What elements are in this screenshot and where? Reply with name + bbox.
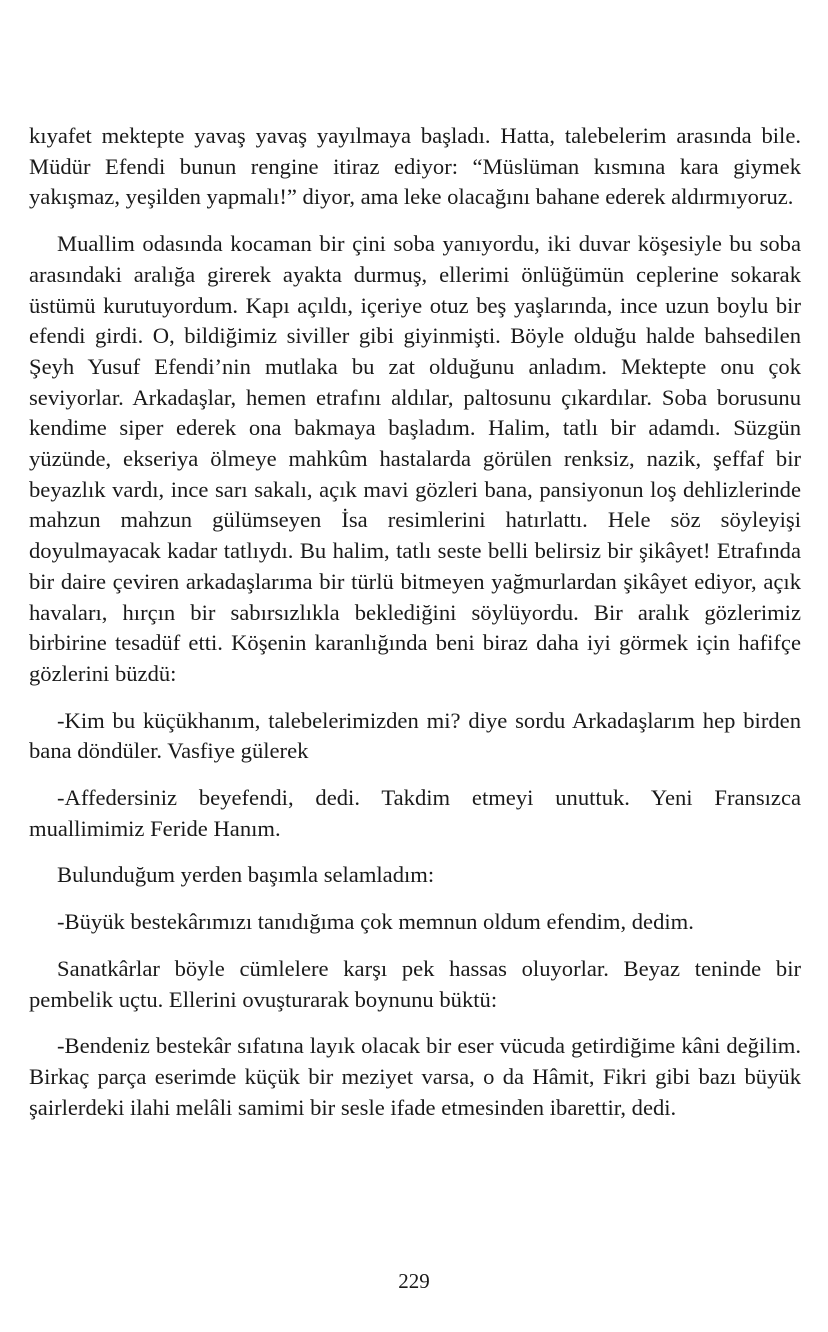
paragraph: -Büyük bestekârımızı tanıdığıma çok memnun oldum efendim, dedim. bbox=[57, 909, 694, 935]
paragraph: Sanatkârlar böyle cümlelere karşı pek hassas oluyorlar. Beyaz teninde bir pembelik uçtu. Ellerini ovuşturarak boynunu büktü: bbox=[29, 955, 801, 1012]
paragraph: kıyafet mektepte yavaş yavaş yayılmaya başladı. Hatta, talebelerim arasında bile. Müdür Efendi bunun rengine itiraz ediyor: “Müslüman kısmına kara giymek yakışmaz, yeşilden yapmalı!” diyor, ama leke olacağını bahane ederek aldırmıyoruz. bbox=[29, 123, 801, 210]
paragraph: -Bendeniz bestekâr sıfatına layık olacak bir eser vücuda getirdiğime kâni değilim. Birkaç parça eserimde küçük bir meziyet varsa, o da Hâmit, Fikri gibi bazı büyük şairlerdeki ilahi melâli samimi bir sesle ifade etmesinden ibarettir, dedi. bbox=[29, 1033, 801, 1120]
paragraph: Muallim odasında kocaman bir çini soba yanıyordu, iki duvar köşesiyle bu soba arasındaki aralığa girerek ayakta durmuş, ellerimi önlüğümün ceplerine sokarak üstümü kurutuyordum. Kapı açıldı, içeriye otuz beş yaşlarında, ince uzun boylu bir efendi girdi. O, bildiğimiz siviller gibi giyinmişti. Böyle olduğu halde bahsedilen Şeyh Yusuf Efendi’nin mutlaka bu zat olduğunu anladım. Mektepte onu çok seviyorlar. Arkadaşlar, hemen etrafını aldılar, paltosunu çıkardılar. Soba borusunu kendime siper ederek ona bakmaya başladım. Halim, tatlı bir adamdı. Süzgün yüzünde, ekseriya ölmeye mahkûm hastalarda görülen renksiz, nazik, şeffaf bir beyazlık vardı, ince sarı sakalı, açık mavi gözleri bana, pansiyonun loş dehlizlerinde mahzun mahzun gülümseyen İsa resimlerini hatırlattı. Hele söz söyleyişi doyulmayacak kadar tatlıydı. Bu halim, tatlı seste belli belirsiz bir şikâyet! Etrafında bir daire çeviren arkadaşlarıma bir türlü bitmeyen yağmurlardan şikâyet ediyor, açık havaları, hırçın bir sabırsızlıkla beklediğini söylüyordu. Bir aralık gözlerimiz birbirine tesadüf etti. Köşenin karanlığında beni biraz daha iyi görmek için hafifçe gözlerini büzdü: bbox=[29, 231, 801, 686]
page-number: 229 bbox=[398, 1269, 430, 1293]
paragraph: Bulunduğum yerden başımla selamladım: bbox=[57, 862, 435, 888]
page-body bbox=[29, 121, 801, 1139]
paragraph: -Kim bu küçükhanım, talebelerimizden mi? diye sordu Arkadaşlarım hep birden bana döndüler. Vasfiye gülerek bbox=[29, 707, 801, 764]
paragraph: -Affedersiniz beyefendi, dedi. Takdim etmeyi unuttuk. Yeni Fransızca muallimimiz Feride Hanım. bbox=[29, 785, 801, 841]
